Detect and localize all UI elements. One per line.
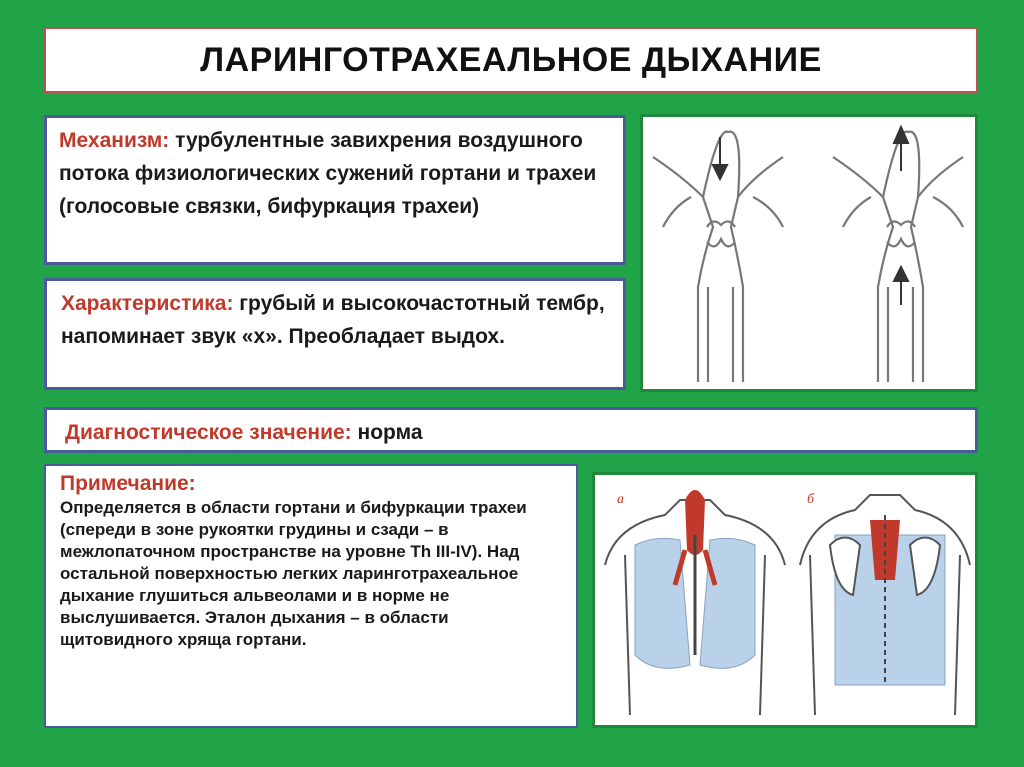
figure-label-b: б: [807, 492, 815, 507]
larynx-airflow-figure: [640, 114, 978, 392]
note-text: Определяется в области гортани и бифуркации трахеи (спереди в зоне рукоятки грудины и сзади – в межлопаточном пространстве на уровне Th III-IV). Над остальной поверхностью легких ларинготрахеальное дыхание глушиться альвеолами и в норме не выслушивается. Эталон дыхания – в области щитовидного хряща гортани.: [60, 498, 527, 649]
page-title: ЛАРИНГОТРАХЕАЛЬНОЕ ДЫХАНИЕ: [200, 40, 822, 79]
mechanism-text: турбулентные завихрения воздушного потока физиологических сужений гортани и трахеи (голосовые связки, бифуркация трахеи): [59, 129, 597, 218]
note-box: [44, 464, 578, 728]
diagnostic-label: Диагностическое значение:: [65, 421, 352, 444]
characteristic-box: [44, 278, 626, 390]
figure-label-a: а: [617, 492, 624, 507]
diagnostic-box: [44, 407, 978, 453]
title-box: [44, 27, 978, 93]
diagnostic-text: норма: [351, 421, 423, 444]
body-outline-drawing: [595, 475, 975, 725]
mechanism-box: [44, 115, 626, 265]
characteristic-text: грубый и высокочастотный тембр, напоминает звук «х». Преобладает выдох.: [61, 292, 605, 348]
mechanism-label: Механизм:: [59, 129, 170, 152]
auscultation-areas-figure: [592, 472, 978, 728]
characteristic-label: Характеристика:: [61, 292, 234, 315]
larynx-airflow-drawing: [643, 117, 975, 389]
note-label: Примечание:: [60, 472, 196, 495]
